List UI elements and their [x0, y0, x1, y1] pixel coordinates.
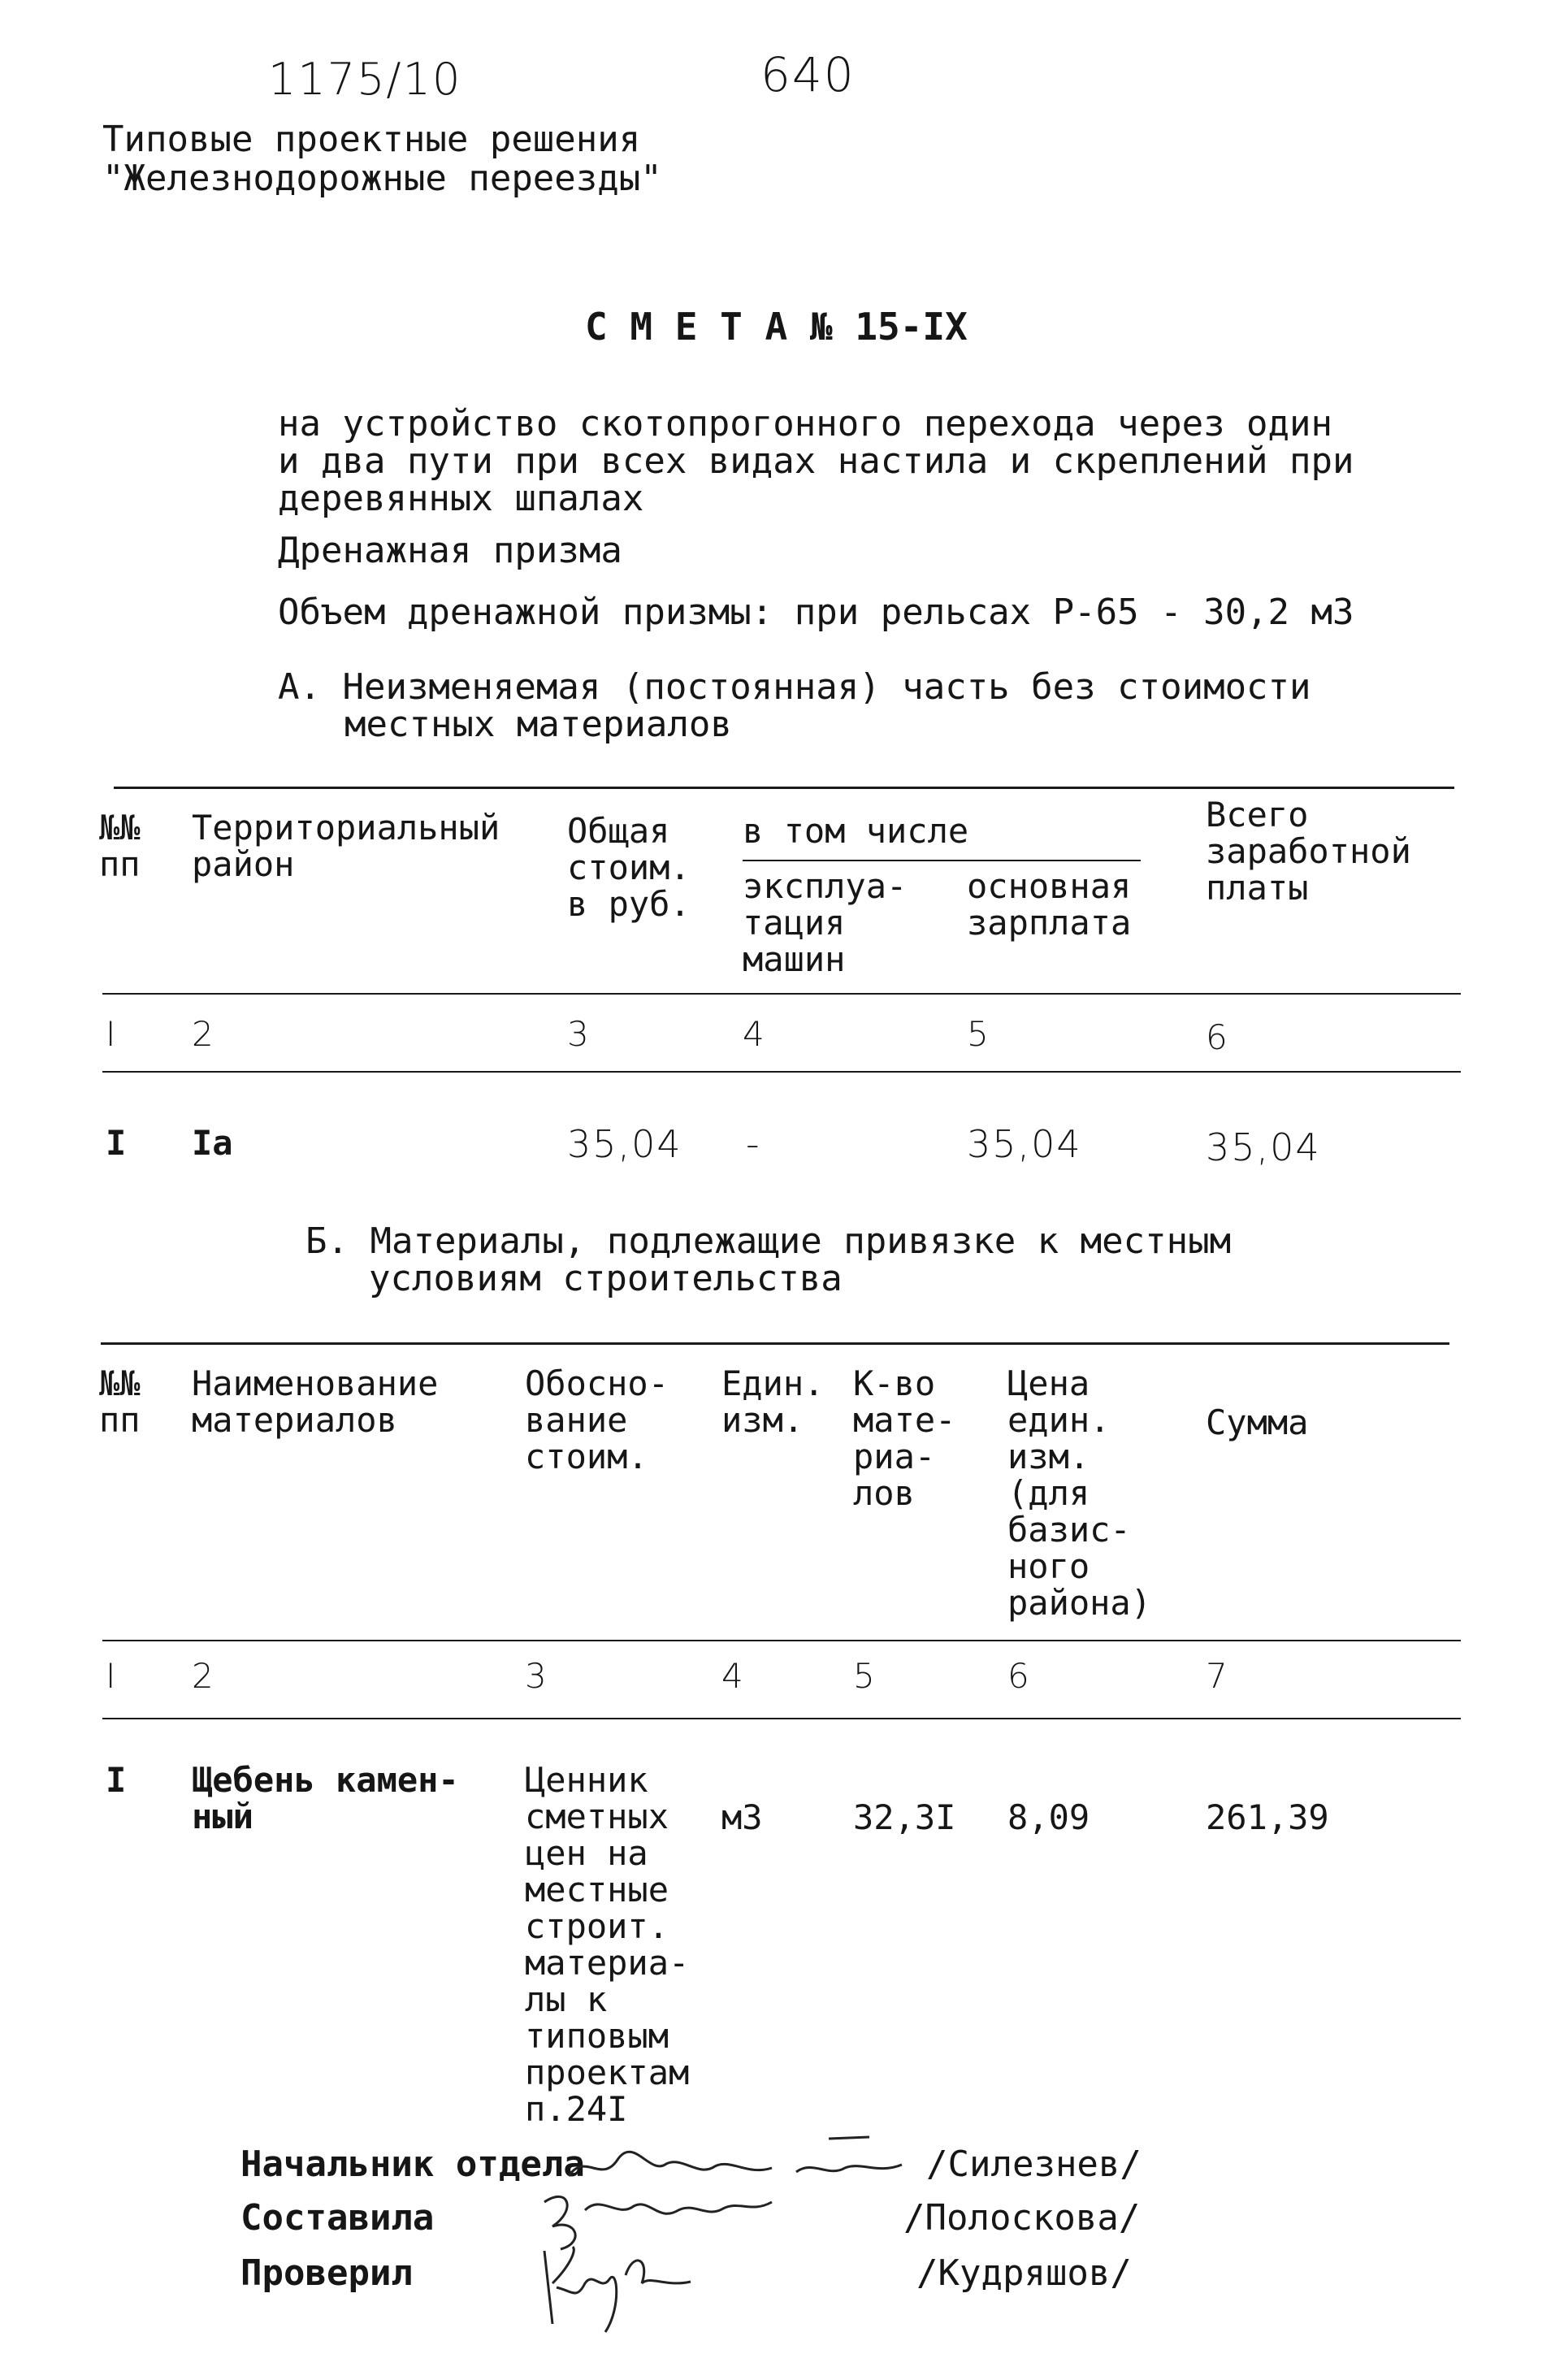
basis-l5: строит.: [525, 1906, 669, 1946]
basis-l8: типовым: [525, 2016, 669, 2056]
page-number: 640: [760, 47, 856, 102]
header-qty-l4: лов: [853, 1473, 915, 1513]
signature-role-compiled: Составила: [240, 2197, 435, 2239]
doc-code: 1175/10: [268, 54, 462, 105]
header-price-l1: Цена: [1007, 1363, 1090, 1403]
header-num-l2: пп: [99, 844, 141, 884]
row-cost-basis: [525, 1762, 689, 2127]
header-total-l2: стоим.: [567, 848, 691, 887]
basis-l1: Ценник: [525, 1760, 648, 1800]
material-name-l1: Щебень камен-: [192, 1760, 459, 1800]
header-qty-l1: К-во: [853, 1363, 936, 1403]
estimate-description-line1: на устройство скотопрогонного перехода через один: [278, 403, 1333, 444]
header-name-l2: материалов: [192, 1400, 397, 1440]
row-sum: 261,39: [1206, 1797, 1329, 1837]
section-b-title-line2: условиям строительства: [369, 1258, 843, 1299]
basis-l7: лы к: [525, 1979, 608, 2019]
section-a-title-line2: местных материалов: [344, 704, 732, 745]
row-machines: -: [746, 1122, 761, 1166]
series-title-line1: Типовые проектные решения: [102, 119, 641, 160]
header-total-l3: в руб.: [567, 884, 691, 924]
header-basis-l1: Обосно-: [525, 1363, 669, 1403]
header-price-l4: (для: [1007, 1473, 1090, 1513]
header-all-salary-l2: заработной: [1206, 831, 1411, 871]
col-number: 6: [1206, 1017, 1229, 1057]
col-number: I: [106, 1014, 118, 1054]
header-salary-l2: зарплата: [967, 903, 1132, 943]
estimate-subtitle: Дренажная призма: [278, 530, 622, 571]
col-number: 3: [567, 1014, 591, 1054]
basis-l4: местные: [525, 1870, 669, 1910]
header-price-l7: района): [1007, 1583, 1152, 1623]
table-b-colnum-rule: [102, 1718, 1461, 1719]
material-name-l2: ный: [192, 1797, 253, 1836]
col-number: 6: [1007, 1656, 1031, 1696]
col-number: 4: [743, 1014, 766, 1054]
header-machines-l2: тация: [743, 903, 846, 943]
header-material-name: [192, 1365, 438, 1438]
estimate-description-line3: деревянных шпалах: [278, 478, 644, 519]
header-quantity: [853, 1365, 955, 1511]
col-number: 4: [721, 1656, 745, 1696]
basis-l6: материа-: [525, 1943, 690, 1983]
header-price-l3: изм.: [1007, 1437, 1090, 1476]
col-number: I: [106, 1656, 118, 1696]
header-cost-basis: [525, 1365, 669, 1475]
row-total-cost: 35,04: [567, 1122, 682, 1166]
row-base-salary: 35,04: [967, 1122, 1082, 1166]
basis-l2: сметных: [525, 1797, 669, 1836]
header-price-l2: един.: [1007, 1400, 1111, 1440]
header-salary-l1: основная: [967, 866, 1132, 906]
header-machines: [743, 868, 907, 978]
series-title-line2: "Железнодорожные переезды": [102, 158, 662, 199]
signature-role-head: Начальник отдела: [240, 2144, 585, 2185]
table-b-header-rule: [102, 1640, 1461, 1641]
row-material-name: [192, 1762, 459, 1835]
header-num: [99, 1365, 141, 1438]
section-a-title-line1: А. Неизменяемая (постоянная) часть без стоимости: [278, 666, 1311, 708]
header-num-l1: №№: [99, 1363, 141, 1403]
header-basis-l3: стоим.: [525, 1437, 648, 1476]
col-number: 2: [192, 1656, 215, 1696]
header-unit-l2: изм.: [721, 1400, 804, 1440]
header-unit: [721, 1365, 824, 1438]
estimate-description-line2: и два пути при всех видах настила и скреплений при: [278, 440, 1354, 482]
row-num: I: [106, 1760, 127, 1800]
signature-name-checked: /Кудряшов/: [916, 2252, 1132, 2294]
section-b-title-line1: Б. Материалы, подлежащие привязке к местным: [305, 1220, 1232, 1262]
header-all-salary-l3: платы: [1206, 868, 1309, 908]
header-unit-l1: Един.: [721, 1363, 825, 1403]
col-number: 7: [1206, 1656, 1229, 1696]
header-sum: Сумма: [1206, 1402, 1309, 1442]
estimate-title: С М Е Т А № 15-IX: [585, 305, 968, 349]
header-machines-l3: машин: [743, 939, 846, 979]
header-qty-l3: риа-: [853, 1437, 936, 1476]
header-machines-l1: эксплуа-: [743, 866, 908, 906]
row-unit-price: 8,09: [1007, 1797, 1090, 1837]
header-unit-price: [1007, 1365, 1151, 1621]
signature-role-checked: Проверил: [240, 2252, 413, 2294]
row-region: Ia: [192, 1123, 233, 1163]
signature-name-head: /Силезнев/: [926, 2144, 1142, 2185]
table-a-colnum-rule: [102, 1071, 1461, 1073]
header-price-l5: базис-: [1007, 1510, 1131, 1550]
handwritten-signature-checked: [528, 2235, 715, 2340]
header-all-salary-l1: Всего: [1206, 795, 1309, 835]
basis-l9: проектам: [525, 2053, 690, 2092]
header-qty-l2: мате-: [853, 1400, 956, 1440]
table-a-header-rule: [102, 993, 1461, 995]
col-number: 2: [192, 1014, 215, 1054]
prism-volume: Объем дренажной призмы: при рельсах Р-65 - 30,2 м3: [278, 592, 1354, 633]
row-unit: м3: [721, 1797, 763, 1837]
table-a-top-rule: [114, 787, 1454, 789]
col-number: 5: [967, 1014, 990, 1054]
col-number: 3: [525, 1656, 548, 1696]
header-total-salary: [1206, 796, 1411, 906]
header-price-l6: ного: [1007, 1546, 1090, 1586]
header-name-l1: Наименование: [192, 1363, 439, 1403]
header-base-salary: [967, 868, 1131, 941]
header-total-l1: Общая: [567, 811, 670, 851]
header-region-l2: район: [192, 844, 295, 884]
row-total-salary: 35,04: [1206, 1125, 1321, 1169]
basis-l3: цен на: [525, 1833, 648, 1873]
header-region: [192, 809, 500, 882]
col-number: 5: [853, 1656, 877, 1696]
header-num: [99, 809, 141, 882]
header-basis-l2: вание: [525, 1400, 628, 1440]
basis-l10: п.24I: [525, 2089, 628, 2129]
row-quantity: 32,3I: [853, 1797, 956, 1837]
header-total-cost: [567, 813, 691, 922]
header-region-l1: Территориальный: [192, 808, 500, 848]
header-num-l2: пп: [99, 1400, 141, 1440]
signature-name-compiled: /Полоскова/: [903, 2197, 1141, 2239]
header-including: в том числе: [743, 811, 969, 851]
table-b-top-rule: [101, 1342, 1449, 1345]
row-num: I: [106, 1123, 127, 1163]
header-including-rule: [743, 860, 1141, 861]
header-num-l1: №№: [99, 808, 141, 848]
